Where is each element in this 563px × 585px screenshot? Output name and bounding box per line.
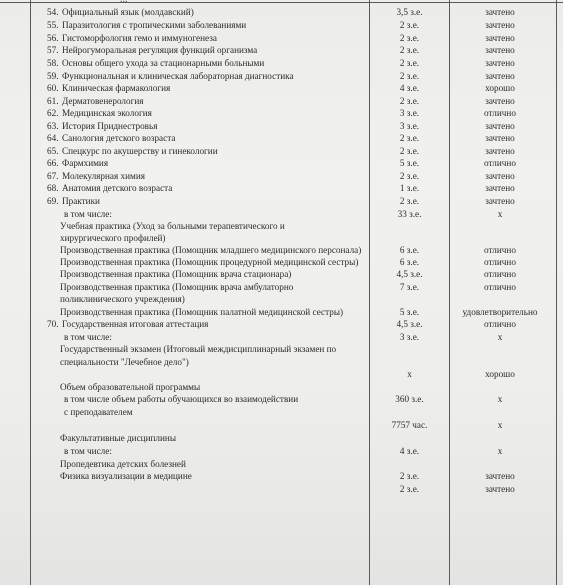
credit-units: 2 з.е.	[399, 484, 420, 494]
row-number: 61.	[47, 96, 59, 106]
credit-units: 2 з.е.	[399, 33, 420, 43]
grade: зачтено	[485, 183, 515, 193]
table-row	[0, 343, 563, 355]
table-row	[0, 220, 563, 232]
discipline-name: в том числе объем работы обучающихся во взаимодействии	[64, 394, 299, 404]
row-number: 66.	[47, 158, 59, 168]
discipline-name: поликлинического учреждения)	[60, 294, 185, 304]
credit-units: х	[407, 369, 412, 379]
table-row	[0, 244, 563, 256]
grade: зачтено	[485, 121, 515, 131]
table-row	[0, 6, 563, 18]
discipline-name: Государственный экзамен (Итоговый междисциплинарный экзамен по	[60, 344, 337, 354]
table-row	[0, 419, 563, 431]
discipline-name: Анатомия детского возраста	[62, 183, 173, 193]
grade: хорошо	[485, 83, 515, 93]
credit-units: 2 з.е.	[399, 471, 420, 481]
table-row	[0, 182, 563, 194]
discipline-name: Паразитология с тропическими заболеваниями	[62, 20, 247, 30]
table-row	[0, 293, 563, 305]
discipline-name: Основы общего ухода за стационарными больными	[62, 58, 265, 68]
grade: отлично	[484, 269, 516, 279]
credit-units: 2 з.е.	[399, 45, 420, 55]
discipline-name: Функциональная и клиническая лабораторная диагностика	[62, 71, 294, 81]
credit-units: 2 з.е.	[399, 71, 420, 81]
grade: зачтено	[485, 96, 515, 106]
table-row	[0, 268, 563, 280]
discipline-name: Дерматовенерология	[62, 96, 144, 106]
table-row	[0, 256, 563, 268]
table-row	[0, 132, 563, 144]
discipline-name: Пропедевтика детских болезней	[60, 459, 186, 469]
credit-units: 2 з.е.	[399, 20, 420, 30]
table-row	[0, 458, 563, 470]
table-row	[0, 331, 563, 343]
discipline-name: Производственная практика (Помощник врача стационара)	[60, 269, 292, 279]
row-number: 70.	[47, 319, 59, 329]
table-row	[0, 281, 563, 293]
discipline-name: Нейрогуморальная регуляция функций организма	[62, 45, 258, 55]
table-top-border	[0, 2, 563, 3]
table-row	[0, 393, 563, 405]
table-row	[0, 381, 563, 393]
credit-units: 4 з.е.	[399, 83, 420, 93]
discipline-name: Медицинская экология	[62, 108, 152, 118]
row-number: 62.	[47, 108, 59, 118]
row-number: 63.	[47, 121, 59, 131]
credit-units: 2 з.е.	[399, 58, 420, 68]
row-number: 55.	[47, 20, 59, 30]
grade: зачтено	[485, 196, 515, 206]
grade: х	[497, 420, 503, 430]
row-number: 68.	[47, 183, 59, 193]
table-row	[0, 356, 563, 368]
credit-units: 4 з.е.	[399, 446, 420, 456]
grade: зачтено	[485, 133, 515, 143]
grade: удовлетворительно	[462, 307, 538, 317]
table-row	[0, 470, 563, 482]
discipline-name: История Приднестровья	[62, 121, 158, 131]
credit-units: 360 з.е.	[395, 394, 424, 404]
credit-units: 7757 час.	[391, 420, 428, 430]
row-number: 54.	[47, 7, 59, 17]
grade: зачтено	[485, 171, 515, 181]
discipline-name: в том числе:	[64, 209, 112, 219]
discipline-name: Гистоморфология гемо и иммуногенеза	[62, 33, 217, 43]
credit-units: 3 з.е.	[399, 108, 420, 118]
table-row	[0, 145, 563, 157]
credit-units: 3 з.е.	[399, 332, 420, 342]
row-number: 59.	[47, 71, 59, 81]
credit-units: 6 з.е.	[399, 257, 420, 267]
table-row	[0, 57, 563, 69]
table-row	[0, 318, 563, 330]
credit-units: 7 з.е.	[399, 282, 420, 292]
table-row	[0, 19, 563, 31]
table-row	[0, 107, 563, 119]
grade: х	[497, 332, 503, 342]
table-row	[0, 82, 563, 94]
grade: зачтено	[485, 71, 515, 81]
discipline-name: с преподавателем	[64, 407, 133, 417]
credit-units: 33 з.е.	[397, 209, 422, 219]
grade: отлично	[484, 257, 516, 267]
table-row	[0, 306, 563, 318]
grade: зачтено	[485, 471, 515, 481]
discipline-name: Факультативные дисциплины	[60, 433, 176, 443]
discipline-name: Санология детского возраста	[62, 133, 176, 143]
discipline-name: Производственная практика (Помощник палатной медицинской сестры)	[60, 307, 344, 317]
discipline-name: Объем образовательной программы	[60, 382, 201, 392]
grade: х	[497, 209, 503, 219]
discipline-name: специальности "Лечебное дело")	[60, 357, 189, 367]
grade: зачтено	[485, 20, 515, 30]
row-number: 57.	[47, 45, 59, 55]
table-row	[0, 170, 563, 182]
grade: отлично	[484, 158, 516, 168]
grade: х	[497, 446, 503, 456]
discipline-name: Производственная практика (Помощник врача амбулаторно	[60, 282, 294, 292]
cut-off-header-text	[120, 0, 128, 5]
grade: зачтено	[485, 33, 515, 43]
credit-units: 3 з.е.	[399, 121, 420, 131]
discipline-name: в том числе:	[64, 446, 112, 456]
grade: отлично	[484, 245, 516, 255]
table-row	[0, 95, 563, 107]
discipline-name: Производственная практика (Помощник младшего медицинского персонала)	[60, 245, 362, 255]
discipline-name: Спецкурс по акушерству и гинекологии	[62, 146, 218, 156]
credit-units: 5 з.е.	[399, 158, 420, 168]
credit-units: 4,5 з.е.	[396, 269, 423, 279]
row-number: 58.	[47, 58, 59, 68]
discipline-name: Государственная итоговая аттестация	[62, 319, 209, 329]
grade: зачтено	[485, 146, 515, 156]
credit-units: 2 з.е.	[399, 96, 420, 106]
credit-units: 2 з.е.	[399, 133, 420, 143]
credit-units: 3,5 з.е.	[396, 7, 423, 17]
credit-units: 1 з.е.	[399, 183, 420, 193]
credit-units: 4,5 з.е.	[396, 319, 423, 329]
grade: зачтено	[485, 58, 515, 68]
credit-units: 5 з.е.	[399, 307, 420, 317]
row-number: 69.	[47, 196, 59, 206]
grade: зачтено	[485, 45, 515, 55]
row-number: 67.	[47, 171, 59, 181]
credit-units: 2 з.е.	[399, 196, 420, 206]
credit-units: 2 з.е.	[399, 171, 420, 181]
table-row	[0, 445, 563, 457]
grade: отлично	[484, 108, 516, 118]
table-row	[0, 44, 563, 56]
grade: хорошо	[485, 369, 515, 379]
row-number: 56.	[47, 33, 59, 43]
table-row	[0, 432, 563, 444]
table-row	[0, 368, 563, 380]
discipline-name: Учебная практика (Уход за больными терапевтического и	[60, 221, 285, 231]
table-row	[0, 232, 563, 244]
discipline-name: Производственная практика (Помощник процедурной медицинской сестры)	[60, 257, 359, 267]
discipline-name: хирургического профилей)	[60, 233, 166, 243]
discipline-name: в том числе:	[64, 332, 112, 342]
row-number: 64.	[47, 133, 59, 143]
grade: отлично	[484, 282, 516, 292]
table-row	[0, 195, 563, 207]
discipline-name: Клиническая фармакология	[62, 83, 171, 93]
table-row	[0, 483, 563, 495]
discipline-name: Практики	[62, 196, 100, 206]
grade: х	[497, 394, 503, 404]
table-row	[0, 32, 563, 44]
discipline-name: Физика визуализации в медицине	[60, 471, 192, 481]
table-row	[0, 70, 563, 82]
row-number: 60.	[47, 83, 59, 93]
credit-units: 6 з.е.	[399, 245, 420, 255]
discipline-name: Молекулярная химия	[62, 171, 145, 181]
grade: зачтено	[485, 7, 515, 17]
credit-units: 2 з.е.	[399, 146, 420, 156]
table-row	[0, 208, 563, 220]
discipline-name: Официальный язык (молдавский)	[62, 7, 194, 17]
discipline-name: Фармхимия	[62, 158, 109, 168]
grade: отлично	[484, 319, 516, 329]
grade: зачтено	[485, 484, 515, 494]
table-row	[0, 406, 563, 418]
table-row	[0, 120, 563, 132]
table-row	[0, 157, 563, 169]
row-number: 65.	[47, 146, 59, 156]
